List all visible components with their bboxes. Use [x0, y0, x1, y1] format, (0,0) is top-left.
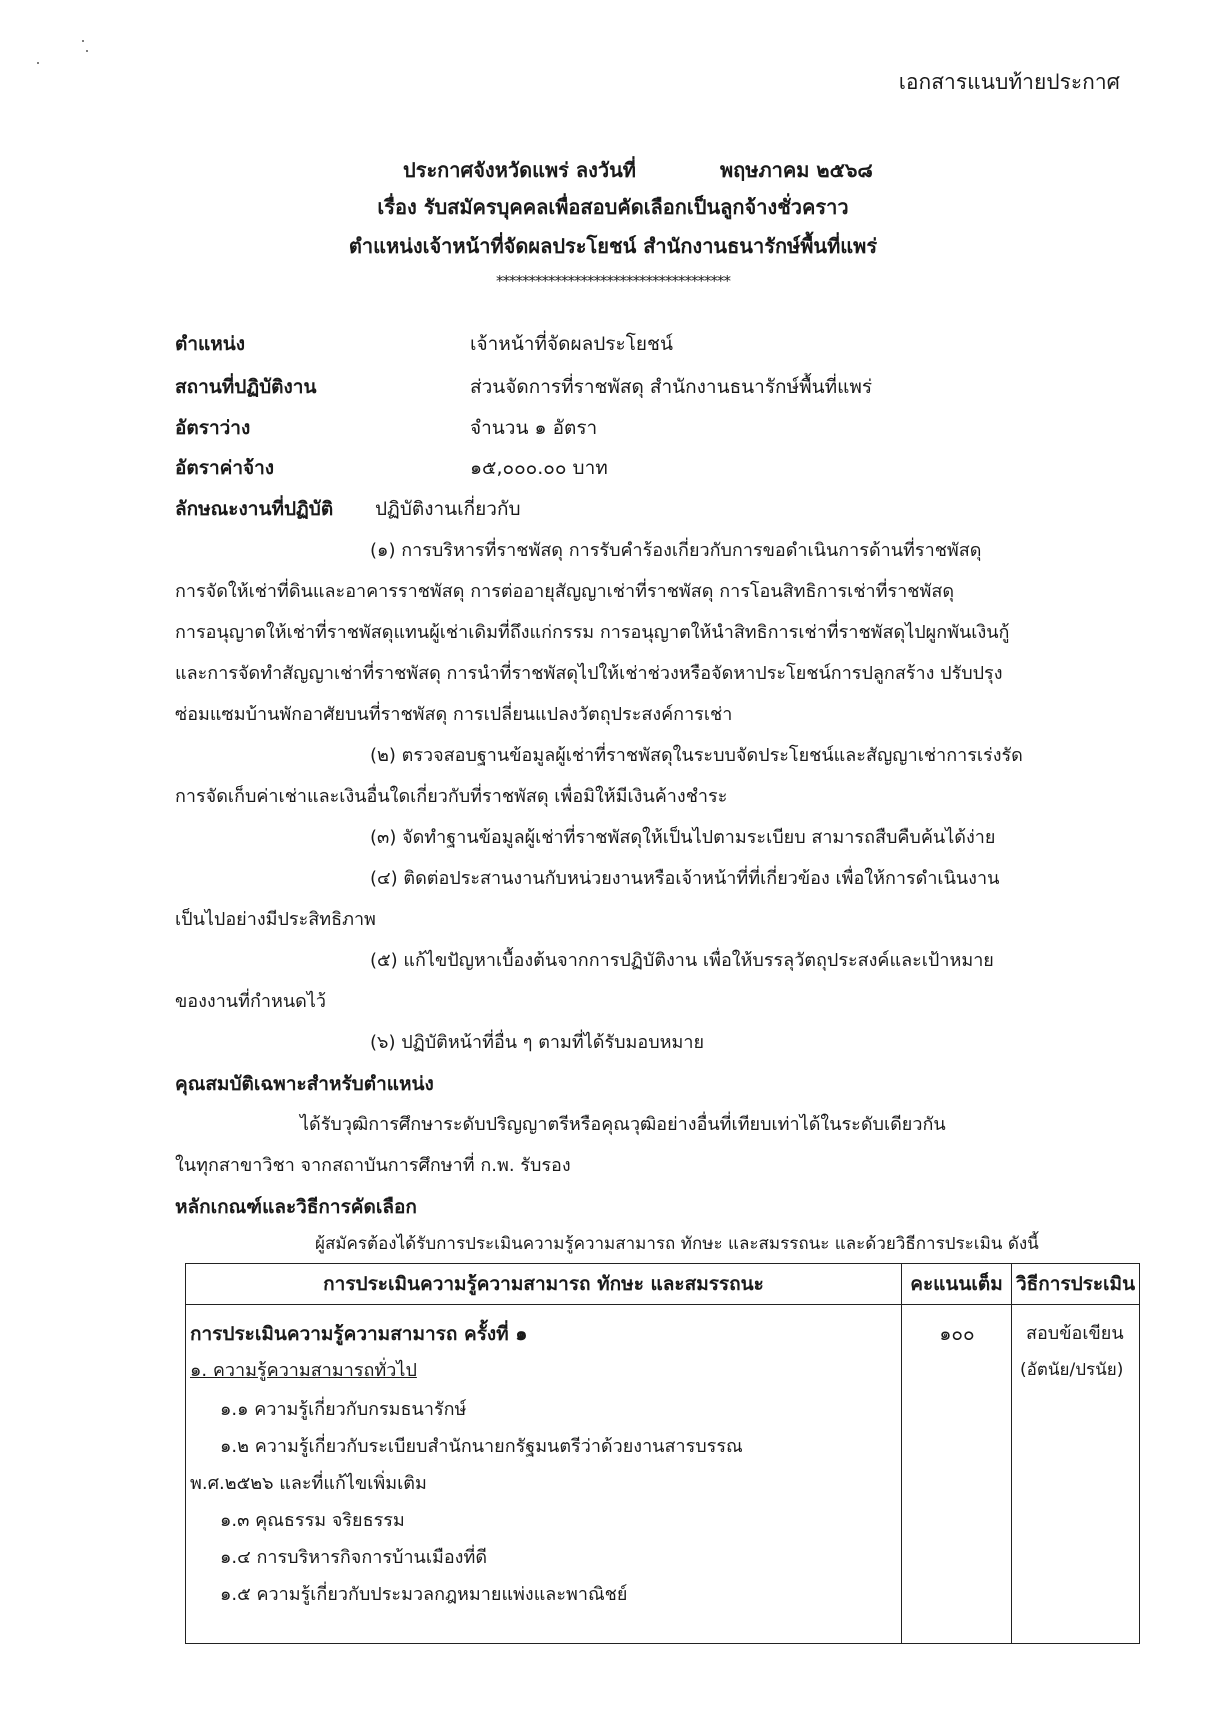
scan-speck [82, 40, 84, 42]
duty-line: (๓) จัดทำฐานข้อมูลผู้เช่าที่ราชพัสดุให้เป็นไปตามระเบียบ สามารถสืบคืบค้นได้ง่าย [370, 827, 996, 848]
duty-line: (๒) ตรวจสอบฐานข้อมูลผู้เช่าที่ราชพัสดุในระบบจัดประโยชน์และสัญญาเช่าการเร่งรัด [370, 745, 1023, 766]
field-label-workplace: สถานที่ปฏิบัติงาน [175, 376, 317, 398]
field-label-vacancy: อัตราว่าง [175, 417, 251, 439]
assessment-item: ๑.๑ ความรู้เกี่ยวกับกรมธนารักษ์ [220, 1399, 467, 1420]
field-value-position: เจ้าหน้าที่จัดผลประโยชน์ [470, 333, 673, 355]
announcement-subject: เรื่อง รับสมัครบุคคลเพื่อสอบคัดเลือกเป็นลูกจ้างชั่วคราว [377, 195, 849, 219]
column-header-assessment: การประเมินความรู้ความสามารถ ทักษะ และสมรรถนะ [186, 1264, 902, 1305]
announcement-line1-date: พฤษภาคม ๒๕๖๘ [720, 158, 873, 182]
method-exam-type: (อัตนัย/ปรนัย) [1020, 1360, 1124, 1380]
assessment-item: ๑.๔ การบริหารกิจการบ้านเมืองที่ดี [220, 1547, 488, 1568]
duty-line: (๑) การบริหารที่ราชพัสดุ การรับคำร้องเกี่ยวกับการขอดำเนินการด้านที่ราชพัสดุ [370, 540, 982, 561]
column-header-full-score: คะแนนเต็ม [902, 1264, 1012, 1305]
duty-line: การจัดให้เช่าที่ดินและอาคารราชพัสดุ การต่ออายุสัญญาเช่าที่ราชพัสดุ การโอนสิทธิการเช่าที่ราชพัสดุ [175, 581, 955, 602]
field-label-position: ตำแหน่ง [175, 333, 246, 355]
assessment-item: พ.ศ.๒๕๒๖ และที่แก้ไขเพิ่มเติม [190, 1473, 427, 1494]
full-score-cell [902, 1305, 1012, 1644]
method-written-exam: สอบข้อเขียน [1026, 1323, 1124, 1344]
announcement-line1-left: ประกาศจังหวัดแพร่ ลงวันที่ [403, 158, 636, 182]
duty-line: การอนุญาตให้เช่าที่ราชพัสดุแทนผู้เช่าเดิมที่ถึงแก่กรรม การอนุญาตให้นำสิทธิการเช่าที่ราชพัสดุไปผูกพันเงินกู้ [175, 622, 1010, 643]
criteria-heading: หลักเกณฑ์และวิธีการคัดเลือก [175, 1196, 417, 1218]
assessment-section-title: การประเมินความรู้ความสามารถ ครั้งที่ ๑ [190, 1323, 528, 1345]
qualifications-heading: คุณสมบัติเฉพาะสำหรับตำแหน่ง [175, 1073, 434, 1095]
assessment-subheading: ๑. ความรู้ความสามารถทั่วไป [190, 1360, 417, 1381]
method-cell [1012, 1305, 1140, 1644]
announcement-position-line: ตำแหน่งเจ้าหน้าที่จัดผลประโยชน์ สำนักงานธนารักษ์พื้นที่แพร่ [348, 234, 878, 258]
field-value-vacancy: จำนวน ๑ อัตรา [470, 417, 598, 439]
qualifications-line: ในทุกสาขาวิชา จากสถาบันการศึกษาที่ ก.พ. รับรอง [175, 1155, 571, 1176]
duty-line: เป็นไปอย่างมีประสิทธิภาพ [175, 909, 376, 930]
table-row [186, 1305, 1140, 1644]
duty-line: ของงานที่กำหนดไว้ [175, 991, 326, 1012]
assessment-item: ๑.๓ คุณธรรม จริยธรรม [220, 1510, 405, 1531]
duties-intro: ปฏิบัติงานเกี่ยวกับ [375, 498, 521, 520]
field-value-wage: ๑๕,๐๐๐.๐๐ บาท [470, 457, 608, 479]
duty-line: (๔) ติดต่อประสานงานกับหน่วยงานหรือเจ้าหน้าที่ที่เกี่ยวข้อง เพื่อให้การดำเนินงาน [370, 868, 1000, 889]
assessment-cell [186, 1305, 902, 1644]
assessment-item: ๑.๒ ความรู้เกี่ยวกับระเบียบสำนักนายกรัฐมนตรีว่าด้วยงานสารบรรณ [220, 1436, 743, 1457]
star-divider: ************************************ [496, 272, 730, 290]
table-header-row [186, 1264, 1140, 1305]
full-score-value: ๑๐๐ [939, 1323, 975, 1345]
scan-speck [86, 50, 88, 52]
scan-speck [37, 62, 39, 64]
duty-line: ซ่อมแซมบ้านพักอาศัยบนที่ราชพัสดุ การเปลี่ยนแปลงวัตถุประสงค์การเช่า [175, 704, 733, 725]
duty-line: (๖) ปฏิบัติหน้าที่อื่น ๆ ตามที่ได้รับมอบหมาย [370, 1032, 705, 1053]
duty-line: (๕) แก้ไขปัญหาเบื้องต้นจากการปฏิบัติงาน เพื่อให้บรรลุวัตถุประสงค์และเป้าหมาย [370, 950, 994, 971]
qualifications-line: ได้รับวุฒิการศึกษาระดับปริญญาตรีหรือคุณวุฒิอย่างอื่นที่เทียบเท่าได้ในระดับเดียวกัน [300, 1114, 946, 1135]
column-header-method: วิธีการประเมิน [1012, 1264, 1140, 1305]
duty-line: การจัดเก็บค่าเช่าและเงินอื่นใดเกี่ยวกับที่ราชพัสดุ เพื่อมิให้มีเงินค้างชำระ [175, 786, 728, 807]
field-label-wage: อัตราค่าจ้าง [175, 457, 275, 479]
criteria-intro: ผู้สมัครต้องได้รับการประเมินความรู้ความสามารถ ทักษะ และสมรรถนะ และด้วยวิธีการประเมิน ดังนี้ [315, 1234, 1039, 1254]
assessment-item: ๑.๕ ความรู้เกี่ยวกับประมวลกฎหมายแพ่งและพาณิชย์ [220, 1584, 628, 1605]
field-value-workplace: ส่วนจัดการที่ราชพัสดุ สำนักงานธนารักษ์พื้นที่แพร่ [470, 376, 873, 398]
attachment-label: เอกสารแนบท้ายประกาศ [898, 70, 1120, 94]
duties-label: ลักษณะงานที่ปฏิบัติ [175, 498, 334, 520]
duty-line: และการจัดทำสัญญาเช่าที่ราชพัสดุ การนำที่ราชพัสดุไปให้เช่าช่วงหรือจัดหาประโยชน์การปลูกสร้าง ปรับปรุง [175, 663, 1003, 684]
criteria-table [185, 1263, 1140, 1644]
